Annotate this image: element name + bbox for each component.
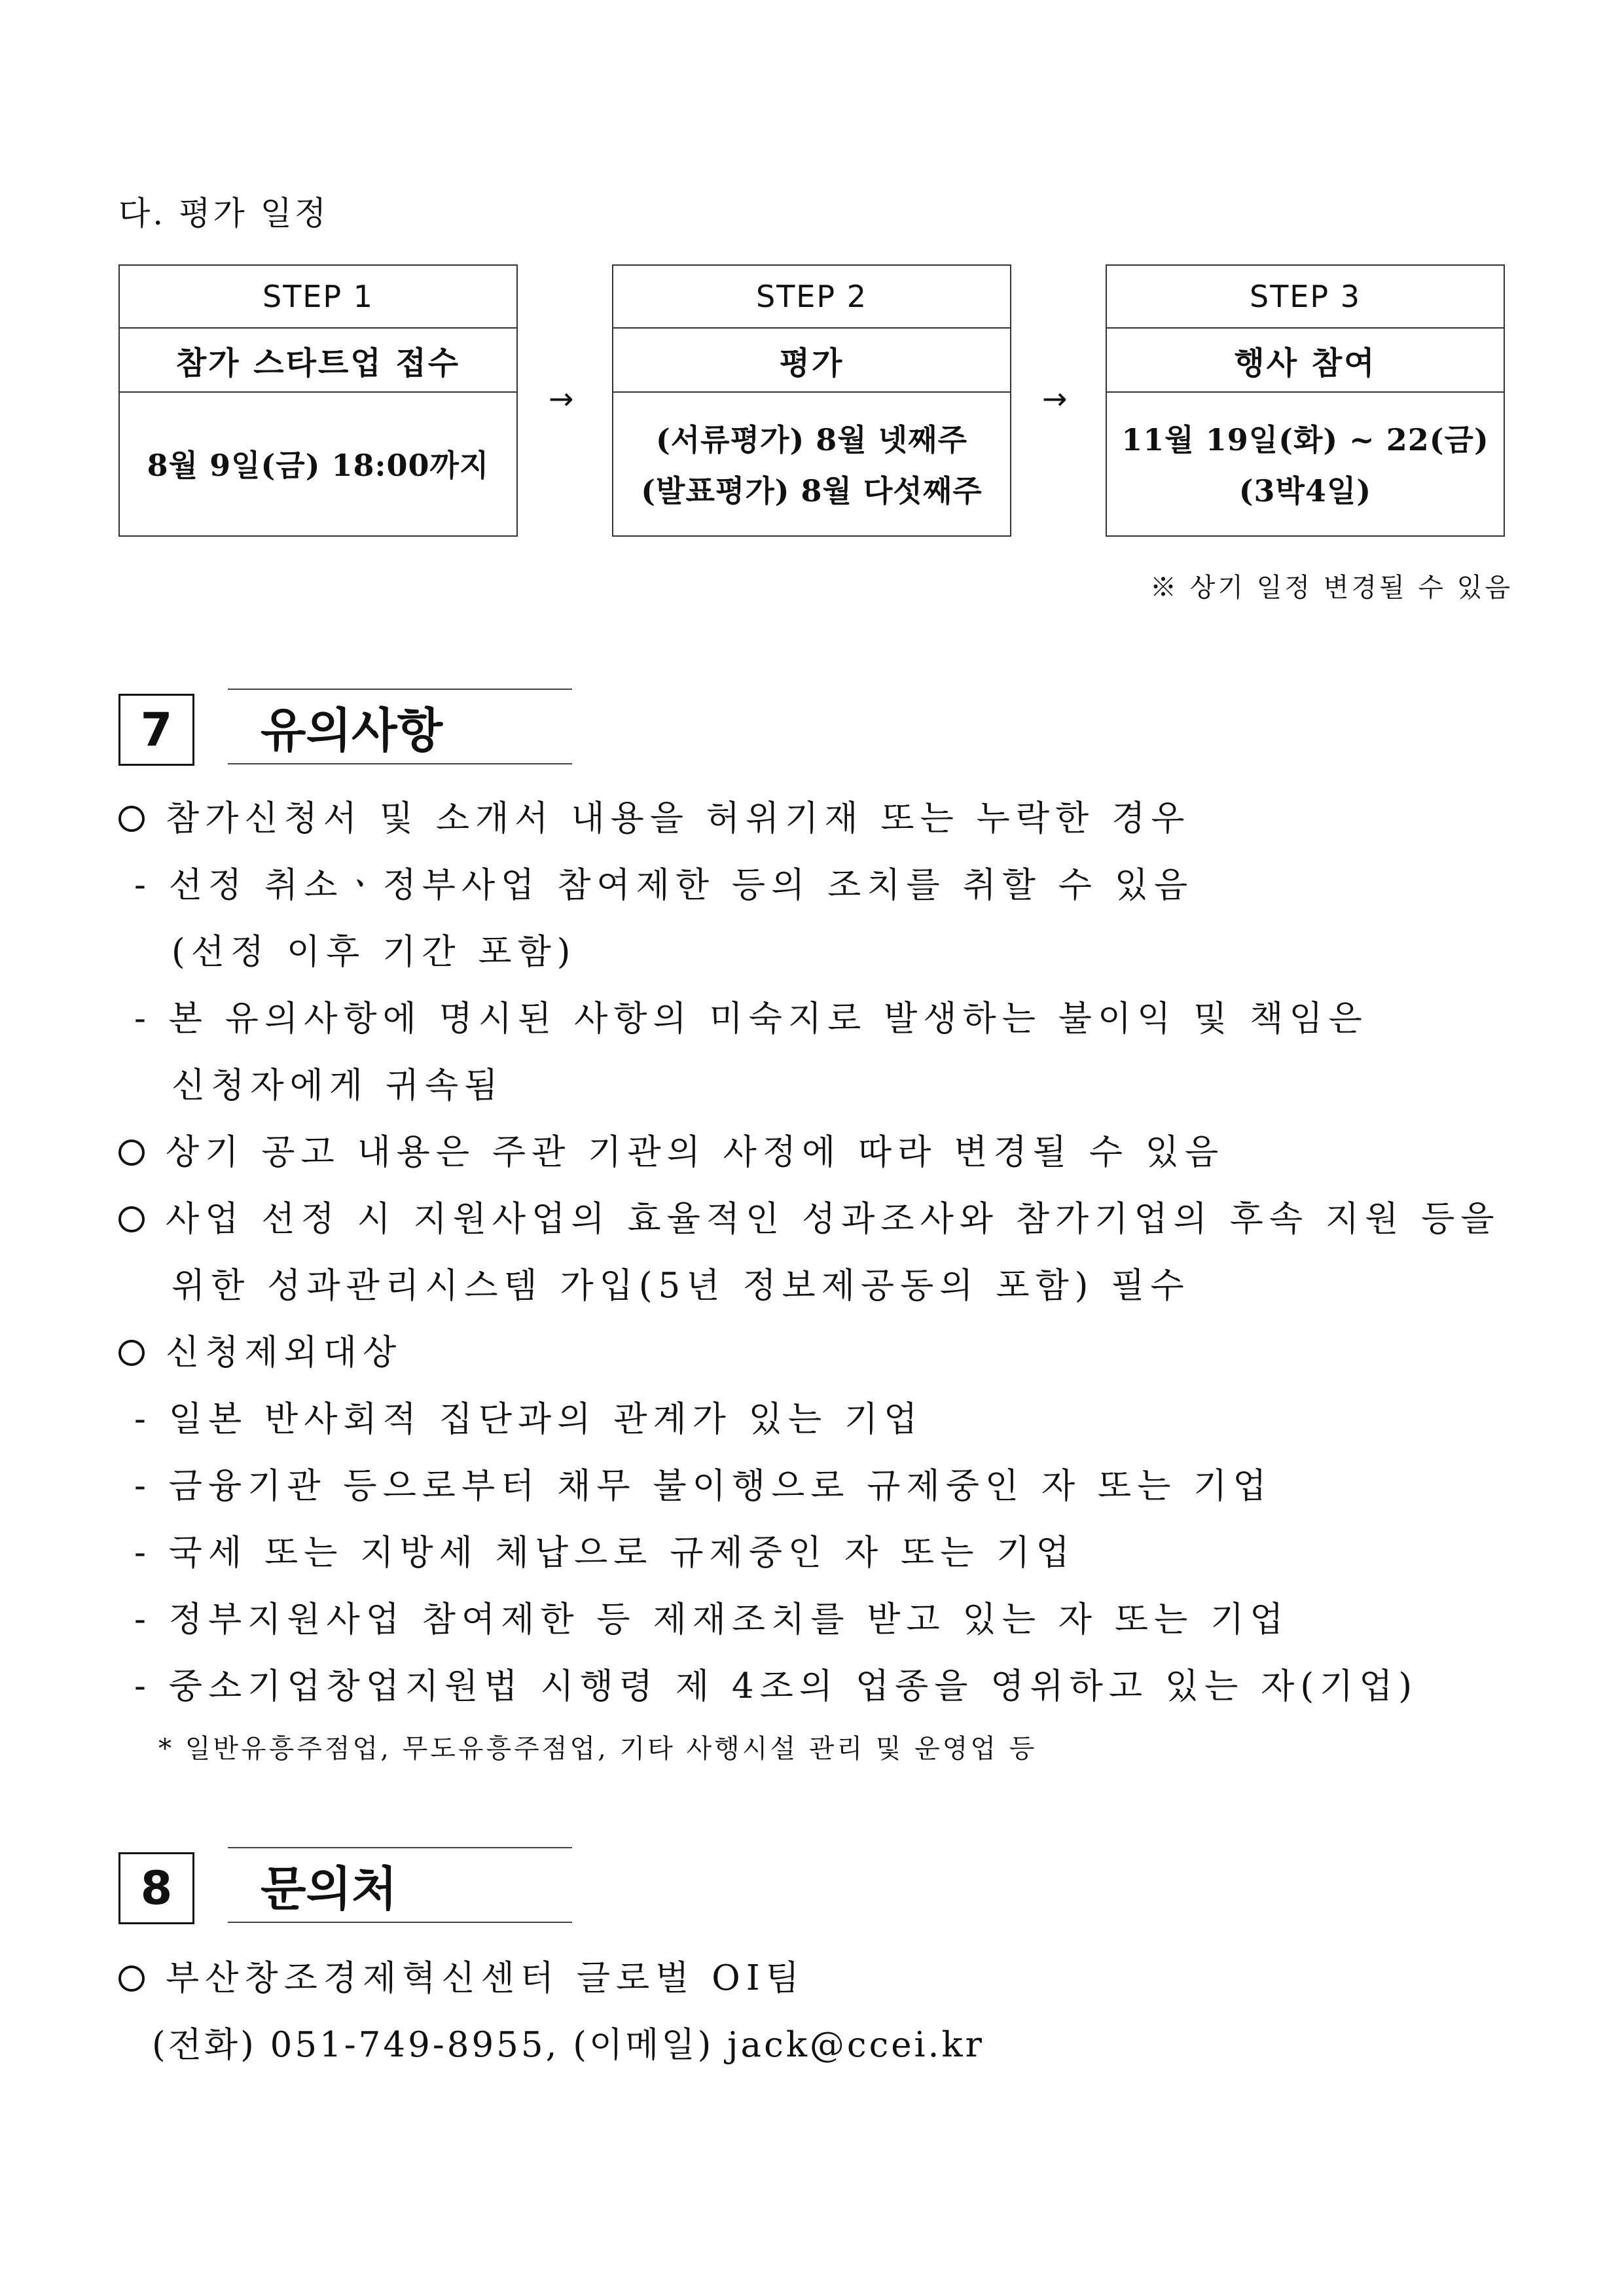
bullet-item: 사업 선정 시 지원사업의 효율적인 성과조사와 참가기업의 후속 지원 등을	[118, 1191, 1500, 1241]
bullet-item: 신청제외대상	[118, 1325, 402, 1374]
circle-bullet-icon	[118, 1139, 145, 1166]
circle-bullet-icon	[118, 1965, 145, 1992]
step-details	[120, 393, 516, 538]
step-box-2	[612, 264, 1011, 537]
section-number: 7	[118, 694, 194, 766]
continuation-line: 위한 성과관리시스템 가입(5년 정보제공동의 포함) 필수	[171, 1266, 1190, 1306]
schedule-heading: 다. 평가 일정	[118, 194, 329, 232]
step-name: 행사 참여	[1107, 329, 1504, 393]
step-detail-line: (발표평가) 8월 다섯째주	[641, 473, 983, 509]
section-title: 유의사항	[228, 689, 572, 764]
step-label: STEP 1	[120, 266, 516, 329]
step-detail-line: (3박4일)	[1238, 473, 1372, 509]
step-box-1	[118, 264, 518, 537]
continuation-line: (선정 이후 기간 포함)	[171, 932, 577, 972]
dash-item: - 선정 취소ㆍ정부사업 참여제한 등의 조치를 취할 수 있음	[134, 865, 1194, 905]
schedule-note: ※ 상기 일정 변경될 수 있음	[1150, 573, 1513, 603]
section-number: 8	[118, 1852, 194, 1924]
dash-item: - 국세 또는 지방세 체납으로 규제중인 자 또는 기업	[134, 1533, 1075, 1573]
step-name: 평가	[613, 329, 1010, 393]
dash-item: - 중소기업창업지원법 시행령 제 4조의 업종을 영위하고 있는 자(기업)	[134, 1666, 1418, 1706]
bullet-item: 부산창조경제혁신센터 글로벌 OI팀	[118, 1950, 805, 2000]
step-name: 참가 스타트업 접수	[120, 329, 516, 393]
footnote: * 일반유흥주점업, 무도유흥주점업, 기타 사행시설 관리 및 운영업 등	[158, 1734, 1038, 1764]
step-label: STEP 3	[1107, 266, 1504, 329]
contact-line: (전화) 051-749-8955, (이메일) jack@ccei.kr	[152, 2025, 984, 2065]
step-detail-line: 11월 19일(화) ~ 22(금)	[1121, 422, 1489, 457]
step-detail-line: 8월 9일(금) 18:00까지	[147, 448, 490, 483]
section-title: 문의처	[228, 1847, 572, 1923]
arrow-right-icon: →	[549, 381, 574, 416]
circle-bullet-icon	[118, 1340, 145, 1366]
step-label: STEP 2	[613, 266, 1010, 329]
step-details	[613, 393, 1010, 538]
step-detail-line: (서류평가) 8월 넷째주	[655, 422, 968, 457]
dash-item: - 정부지원사업 참여제한 등 제재조치를 받고 있는 자 또는 기업	[134, 1600, 1290, 1640]
dash-item: - 일본 반사회적 집단과의 관계가 있는 기업	[134, 1399, 924, 1439]
step-details	[1107, 393, 1504, 538]
dash-item: - 금융기관 등으로부터 채무 불이행으로 규제중인 자 또는 기업	[134, 1466, 1272, 1506]
continuation-line: 신청자에게 귀속됨	[171, 1066, 504, 1105]
step-box-3	[1106, 264, 1505, 537]
arrow-right-icon: →	[1042, 381, 1068, 416]
bullet-item: 상기 공고 내용은 주관 기관의 사정에 따라 변경될 수 있음	[118, 1124, 1224, 1174]
bullet-item: 참가신청서 및 소개서 내용을 허위기재 또는 누락한 경우	[118, 791, 1190, 840]
circle-bullet-icon	[118, 806, 145, 832]
dash-item: - 본 유의사항에 명시된 사항의 미숙지로 발생하는 불이익 및 책임은	[134, 999, 1368, 1039]
circle-bullet-icon	[118, 1206, 145, 1232]
